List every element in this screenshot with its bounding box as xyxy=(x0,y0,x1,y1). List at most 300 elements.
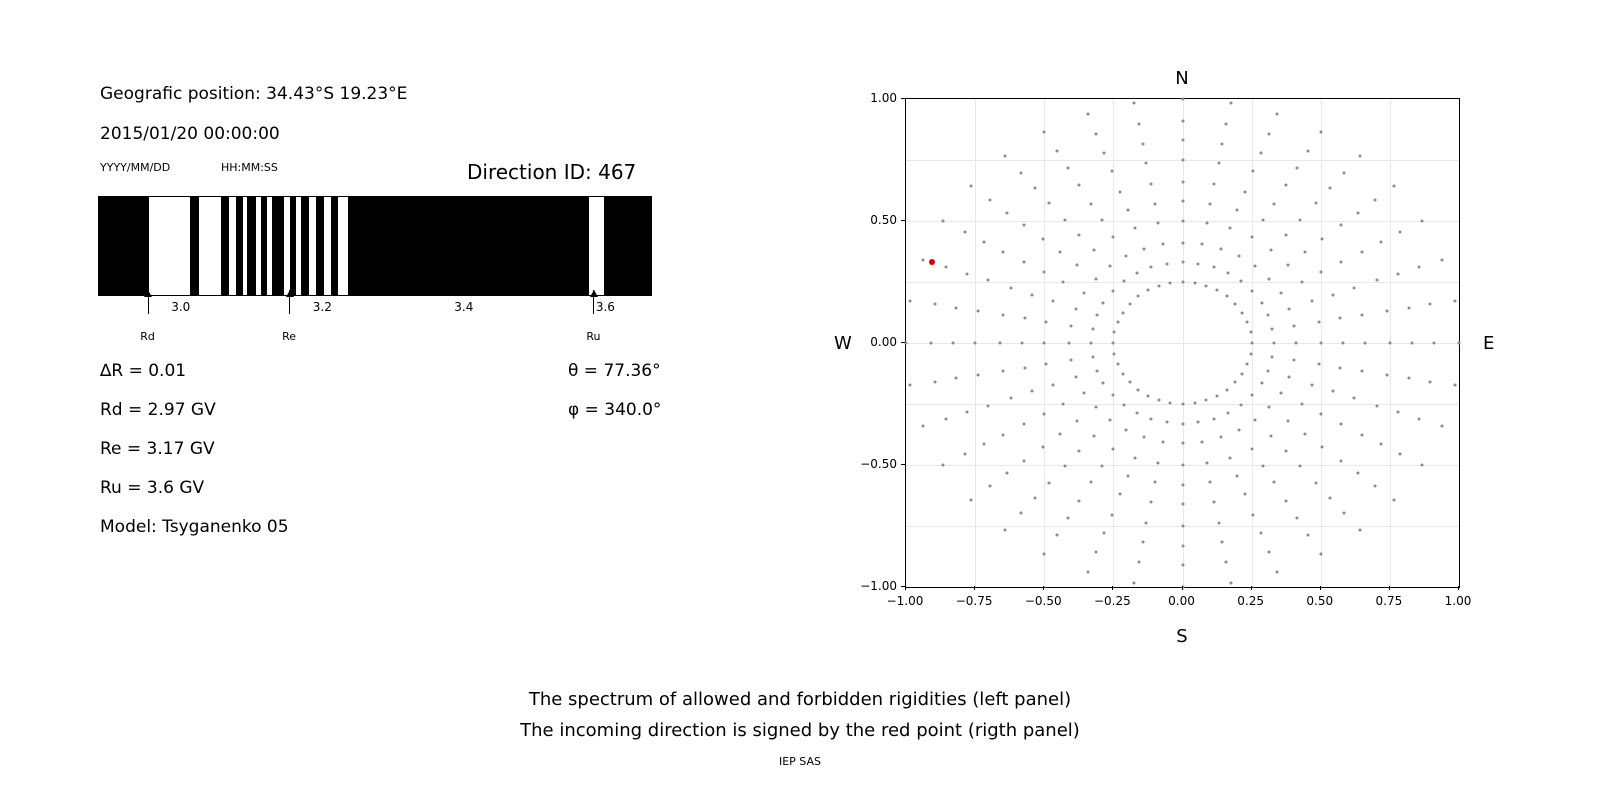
direction-point xyxy=(1135,411,1138,414)
spectrum-tick-label: 3.6 xyxy=(595,300,615,314)
model-value: Model: Tsyganenko 05 xyxy=(100,517,289,537)
x-tick-label: 0.50 xyxy=(1306,594,1334,608)
direction-point xyxy=(1181,403,1184,406)
forbidden-band xyxy=(236,197,242,295)
direction-point xyxy=(1201,440,1204,443)
direction-point xyxy=(921,425,924,428)
direction-point xyxy=(1019,171,1022,174)
direction-point xyxy=(1227,411,1230,414)
direction-point xyxy=(1380,240,1383,243)
direction-point xyxy=(1113,331,1116,334)
direction-point xyxy=(1397,272,1400,275)
direction-point xyxy=(1284,450,1287,453)
forbidden-band xyxy=(290,197,296,295)
direction-point xyxy=(1433,342,1436,345)
x-tickmark xyxy=(1251,586,1252,590)
direction-point xyxy=(1181,180,1184,183)
direction-point xyxy=(1249,352,1252,355)
direction-point xyxy=(1111,393,1114,396)
direction-point xyxy=(1074,307,1077,310)
direction-point xyxy=(1399,453,1402,456)
direction-point xyxy=(1225,123,1228,126)
direction-point xyxy=(1285,500,1288,503)
direction-point xyxy=(1429,380,1432,383)
spectrum-axis xyxy=(98,296,652,356)
direction-point xyxy=(1010,286,1013,289)
y-tickmark xyxy=(901,98,905,99)
direction-point xyxy=(1043,130,1046,133)
direction-point xyxy=(1077,500,1080,503)
spectrum-bar xyxy=(98,196,652,296)
direction-point xyxy=(1157,284,1160,287)
y-tickmark xyxy=(901,342,905,343)
forbidden-band xyxy=(261,197,267,295)
direction-point xyxy=(1181,442,1184,445)
direction-point xyxy=(1112,342,1115,345)
direction-point xyxy=(1023,261,1026,264)
direction-point xyxy=(1261,464,1264,467)
direction-point xyxy=(1022,224,1025,227)
direction-point xyxy=(1181,464,1184,467)
direction-point xyxy=(1157,221,1160,224)
direction-point xyxy=(1205,221,1208,224)
direction-point xyxy=(1220,247,1223,250)
direction-point xyxy=(1380,443,1383,446)
direction-point xyxy=(1225,295,1228,298)
direction-point xyxy=(1193,281,1196,284)
x-tick-label: 0.25 xyxy=(1237,594,1264,608)
direction-point xyxy=(1041,445,1044,448)
direction-point xyxy=(1150,417,1153,420)
direction-point xyxy=(1407,306,1410,309)
direction-point xyxy=(1064,218,1067,221)
direction-point xyxy=(1259,151,1262,154)
selected-direction-point xyxy=(929,259,935,265)
x-tickmark xyxy=(974,586,975,590)
direction-point xyxy=(1234,381,1237,384)
direction-point xyxy=(1213,500,1216,503)
forbidden-band xyxy=(99,197,149,295)
direction-point xyxy=(1254,418,1257,421)
direction-point xyxy=(1240,280,1243,283)
direction-point xyxy=(1150,266,1153,269)
direction-point xyxy=(1249,331,1252,334)
direction-point xyxy=(1022,459,1025,462)
direction-point xyxy=(1238,428,1241,431)
direction-point xyxy=(1181,261,1184,264)
direction-point xyxy=(1339,317,1342,320)
direction-point xyxy=(1397,411,1400,414)
direction-point xyxy=(1197,262,1200,265)
footer-credit: IEP SAS xyxy=(778,755,822,768)
direction-point xyxy=(1272,342,1275,345)
direction-point xyxy=(1181,220,1184,223)
direction-point xyxy=(963,230,966,233)
direction-point xyxy=(963,453,966,456)
direction-point xyxy=(1209,481,1212,484)
direction-point xyxy=(952,342,955,345)
direction-point xyxy=(1268,406,1271,409)
direction-point xyxy=(1075,420,1078,423)
direction-point xyxy=(1086,571,1089,574)
direction-point xyxy=(1023,366,1026,369)
direction-point xyxy=(1361,250,1364,253)
x-tick-label: 0.75 xyxy=(1375,594,1403,608)
direction-point xyxy=(1227,272,1230,275)
direction-point xyxy=(1001,250,1004,253)
direction-point xyxy=(1112,447,1115,450)
direction-point xyxy=(1228,456,1231,459)
direction-point xyxy=(1061,403,1064,406)
direction-point xyxy=(1092,248,1095,251)
direction-point xyxy=(969,498,972,501)
direction-point xyxy=(1169,281,1172,284)
direction-point xyxy=(1225,388,1228,391)
direction-point xyxy=(1321,238,1324,241)
direction-point xyxy=(1181,564,1184,567)
forbidden-band xyxy=(301,197,309,295)
direction-point xyxy=(1095,369,1098,372)
direction-point xyxy=(1137,388,1140,391)
direction-point xyxy=(929,342,932,345)
direction-point xyxy=(1361,369,1364,372)
direction-point xyxy=(1311,383,1314,386)
direction-point xyxy=(1225,560,1228,563)
direction-point xyxy=(1410,342,1413,345)
direction-point xyxy=(1201,243,1204,246)
direction-point xyxy=(1116,321,1119,324)
direction-point xyxy=(1128,381,1131,384)
forbidden-band xyxy=(348,197,589,295)
direction-point xyxy=(909,299,912,302)
direction-point xyxy=(1254,265,1257,268)
direction-point xyxy=(1137,560,1140,563)
spectrum-marker-label: Ru xyxy=(586,330,601,343)
direction-point xyxy=(1003,528,1006,531)
direction-point xyxy=(1145,522,1148,525)
direction-point xyxy=(1234,302,1237,305)
direction-point xyxy=(1287,263,1290,266)
direction-point xyxy=(988,199,991,202)
direction-point xyxy=(945,266,948,269)
direction-point xyxy=(1068,342,1071,345)
direction-point xyxy=(1181,281,1184,284)
direction-point xyxy=(1043,342,1046,345)
direction-point xyxy=(945,417,948,420)
direction-id-label: Direction ID: 467 xyxy=(467,160,637,184)
polar-scatter-plot xyxy=(905,98,1460,588)
direction-point xyxy=(1251,290,1254,293)
direction-point xyxy=(1279,291,1282,294)
y-tick-label: 1.00 xyxy=(870,91,897,105)
direction-point xyxy=(1246,362,1249,365)
direction-point xyxy=(1181,503,1184,506)
direction-point xyxy=(1304,251,1307,254)
direction-point xyxy=(986,404,989,407)
direction-point xyxy=(1250,342,1253,345)
direction-point xyxy=(1134,227,1137,230)
direction-point xyxy=(1126,209,1129,212)
direction-point xyxy=(1319,553,1322,556)
direction-point xyxy=(1374,199,1377,202)
direction-point xyxy=(1296,517,1299,520)
direction-point xyxy=(1321,445,1324,448)
direction-point xyxy=(1077,183,1080,186)
direction-point xyxy=(1048,201,1051,204)
x-tickmark xyxy=(1389,586,1390,590)
direction-point xyxy=(1284,233,1287,236)
direction-point xyxy=(1001,433,1004,436)
direction-point xyxy=(1001,369,1004,372)
direction-point xyxy=(1243,493,1246,496)
direction-point xyxy=(1296,166,1299,169)
direction-point xyxy=(1288,376,1291,379)
direction-point xyxy=(1209,202,1212,205)
direction-point xyxy=(1197,421,1200,424)
direction-point xyxy=(1119,190,1122,193)
forbidden-band xyxy=(331,197,338,295)
direction-point xyxy=(1320,271,1323,274)
direction-point xyxy=(977,373,980,376)
direction-point xyxy=(1205,399,1208,402)
direction-point xyxy=(1359,528,1362,531)
direction-point xyxy=(1153,481,1156,484)
x-tickmark xyxy=(1458,586,1459,590)
direction-point xyxy=(1095,314,1098,317)
direction-point xyxy=(1339,261,1342,264)
direction-point xyxy=(1329,186,1332,189)
spectrum-info-right xyxy=(568,352,661,430)
direction-point xyxy=(1307,534,1310,537)
rd-value: Rd = 2.97 GV xyxy=(100,400,216,420)
direction-point xyxy=(1301,281,1304,284)
direction-point xyxy=(1329,497,1332,500)
grid-line xyxy=(906,343,1459,344)
direction-point xyxy=(1293,359,1296,362)
direction-point xyxy=(1116,362,1119,365)
direction-point xyxy=(1165,421,1168,424)
direction-point xyxy=(1352,286,1355,289)
direction-point xyxy=(1417,266,1420,269)
direction-point xyxy=(1094,277,1097,280)
direction-point xyxy=(1272,481,1275,484)
direction-point xyxy=(1376,404,1379,407)
direction-point xyxy=(1141,142,1144,145)
direction-point xyxy=(1161,243,1164,246)
direction-point xyxy=(1030,390,1033,393)
direction-point xyxy=(1279,392,1282,395)
direction-point xyxy=(1216,394,1219,397)
direction-point xyxy=(1213,183,1216,186)
direction-point xyxy=(969,185,972,188)
direction-point xyxy=(1122,403,1125,406)
direction-point xyxy=(1003,155,1006,158)
direction-point xyxy=(1181,159,1184,162)
direction-point xyxy=(1241,372,1244,375)
x-tick-label: −0.75 xyxy=(955,594,993,608)
direction-point xyxy=(1341,342,1344,345)
direction-point xyxy=(1236,474,1239,477)
direction-point xyxy=(1374,484,1377,487)
direction-point xyxy=(988,484,991,487)
direction-point xyxy=(1220,436,1223,439)
direction-point xyxy=(1320,412,1323,415)
direction-point xyxy=(1141,541,1144,544)
spectrum-marker-arrow xyxy=(289,290,290,314)
direction-point xyxy=(1314,201,1317,204)
compass-west-label: W xyxy=(834,333,852,354)
direction-point xyxy=(1393,498,1396,501)
compass-north-label: N xyxy=(1175,68,1189,89)
direction-point xyxy=(977,310,980,313)
direction-point xyxy=(1181,422,1184,425)
direction-point xyxy=(1086,112,1089,115)
direction-point xyxy=(1205,462,1208,465)
direction-point xyxy=(1102,382,1105,385)
direction-point xyxy=(1393,185,1396,188)
direction-point xyxy=(1042,412,1045,415)
direction-point xyxy=(1267,369,1270,372)
delta-r-value: ∆R = 0.01 xyxy=(100,361,187,381)
direction-point xyxy=(1363,342,1366,345)
direction-point xyxy=(1019,512,1022,515)
direction-point xyxy=(1075,263,1078,266)
direction-point xyxy=(1091,328,1094,331)
direction-point xyxy=(1005,211,1008,214)
forbidden-band xyxy=(272,197,285,295)
rigidity-spectrum-panel xyxy=(0,0,760,640)
geographic-position-label: Geografic position: 34.43°S 19.23°E xyxy=(100,84,408,104)
direction-point xyxy=(1216,289,1219,292)
forbidden-band xyxy=(316,197,324,295)
direction-point xyxy=(1103,532,1106,535)
direction-point xyxy=(1122,280,1125,283)
direction-point xyxy=(1339,422,1342,425)
direction-point xyxy=(1061,281,1064,284)
direction-point xyxy=(1229,582,1232,585)
x-tick-label: −1.00 xyxy=(886,594,924,608)
spectrum-marker-label: Rd xyxy=(140,330,155,343)
direction-point xyxy=(1055,149,1058,152)
direction-point xyxy=(942,220,945,223)
y-tick-label: −0.50 xyxy=(860,457,897,471)
direction-point xyxy=(1128,302,1131,305)
direction-point xyxy=(1094,406,1097,409)
phi-value: φ = 340.0° xyxy=(568,400,662,420)
x-tick-label: −0.50 xyxy=(1024,594,1062,608)
direction-point xyxy=(1090,342,1093,345)
direction-point xyxy=(1340,459,1343,462)
x-tickmark xyxy=(1112,586,1113,590)
direction-point xyxy=(1243,190,1246,193)
direction-point xyxy=(1271,355,1274,358)
direction-point xyxy=(1221,142,1224,145)
direction-point xyxy=(1217,161,1220,164)
direction-point xyxy=(1453,299,1456,302)
direction-point xyxy=(1361,314,1364,317)
direction-point xyxy=(1048,482,1051,485)
figure-caption xyxy=(0,684,1600,746)
direction-point xyxy=(1121,311,1124,314)
direction-point xyxy=(1023,422,1026,425)
direction-point xyxy=(1181,483,1184,486)
direction-point xyxy=(1298,218,1301,221)
direction-point xyxy=(1113,352,1116,355)
direction-point xyxy=(1240,403,1243,406)
direction-point xyxy=(1252,170,1255,173)
direction-point xyxy=(1135,272,1138,275)
direction-point xyxy=(1246,321,1249,324)
re-value: Re = 3.17 GV xyxy=(100,439,215,459)
direction-point xyxy=(1153,202,1156,205)
direction-point xyxy=(1429,303,1432,306)
direction-point xyxy=(921,258,924,261)
x-tick-label: −0.25 xyxy=(1093,594,1131,608)
direction-point xyxy=(1301,403,1304,406)
direction-point xyxy=(1021,342,1024,345)
direction-point xyxy=(1357,472,1360,475)
direction-point xyxy=(1357,211,1360,214)
direction-point xyxy=(1005,472,1008,475)
direction-point xyxy=(1092,435,1095,438)
direction-point xyxy=(955,306,958,309)
direction-point xyxy=(1124,255,1127,258)
direction-point xyxy=(1272,202,1275,205)
direction-point xyxy=(1066,517,1069,520)
direction-point xyxy=(1298,465,1301,468)
direction-point xyxy=(1090,202,1093,205)
direction-point xyxy=(1149,500,1152,503)
direction-point xyxy=(1090,481,1093,484)
direction-point xyxy=(1287,420,1290,423)
direction-point xyxy=(1217,522,1220,525)
direction-point xyxy=(1010,397,1013,400)
compass-east-label: E xyxy=(1483,333,1495,354)
direction-point xyxy=(1137,295,1140,298)
direction-point xyxy=(1124,428,1127,431)
direction-point xyxy=(1417,417,1420,420)
caption-line-1: The spectrum of allowed and forbidden rigidities (left panel) xyxy=(528,689,1072,710)
direction-point xyxy=(1317,320,1320,323)
direction-map-panel xyxy=(790,40,1570,650)
direction-point xyxy=(1212,266,1215,269)
direction-point xyxy=(1343,171,1346,174)
direction-point xyxy=(974,342,977,345)
direction-point xyxy=(1157,462,1160,465)
spectrum-tick-label: 3.4 xyxy=(454,300,474,314)
direction-point xyxy=(1267,550,1270,553)
direction-point xyxy=(942,464,945,467)
direction-point xyxy=(982,240,985,243)
direction-point xyxy=(1041,238,1044,241)
x-tickmark xyxy=(1043,586,1044,590)
direction-point xyxy=(1083,291,1086,294)
direction-point xyxy=(1212,417,1215,420)
spectrum-tick-label: 3.0 xyxy=(171,300,191,314)
direction-point xyxy=(909,384,912,387)
date-format-label: YYYY/MM/DD xyxy=(100,161,171,174)
direction-point xyxy=(1161,440,1164,443)
direction-point xyxy=(1102,301,1105,304)
direction-point xyxy=(1319,130,1322,133)
direction-point xyxy=(1064,465,1067,468)
forbidden-band xyxy=(190,197,199,295)
direction-point xyxy=(1101,219,1104,222)
direction-point xyxy=(1343,512,1346,515)
direction-point xyxy=(1078,450,1081,453)
direction-point xyxy=(1228,227,1231,230)
direction-point xyxy=(1023,317,1026,320)
